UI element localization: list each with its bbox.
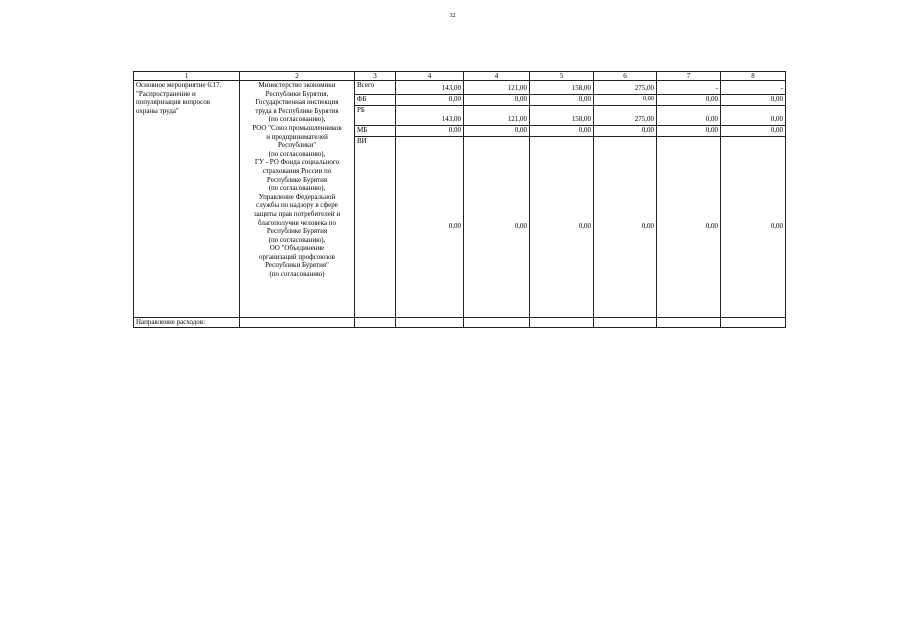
value-cell: 158,00: [530, 106, 594, 126]
value-cell: 0,00: [464, 137, 530, 318]
value-cell: 0,00: [721, 137, 786, 318]
executor-line: (по согласованию),: [268, 235, 326, 244]
value-cell: 0,00: [396, 126, 464, 137]
source-cell: Всего: [355, 81, 396, 95]
source-cell: РБ: [355, 106, 396, 126]
header-cell: 5: [530, 72, 594, 81]
header-row: [134, 72, 786, 81]
executor-line: Министерство экономики: [258, 81, 336, 89]
budget-table: [133, 71, 786, 328]
executor-line: (по согласованию): [269, 270, 325, 279]
empty-cell: [594, 318, 657, 328]
executor-line: защиты прав потребителей и: [253, 209, 341, 218]
executor-line: Республики Бурятия": [265, 261, 329, 270]
executor-line: (по согласованию),: [268, 149, 326, 158]
executor-line: Республики": [278, 141, 316, 150]
executor-line: ГУ - РО Фонда социального: [254, 158, 340, 167]
source-cell: ВИ: [355, 137, 396, 318]
value-cell: -: [657, 81, 721, 95]
value-cell: 121,00: [464, 81, 530, 95]
header-cell: 6: [594, 72, 657, 81]
activity-title-line: охраны труда": [136, 106, 179, 115]
executors-cell: [240, 81, 355, 318]
value-cell: 143,00: [396, 81, 464, 95]
executor-line: организаций профсоюзов: [259, 252, 335, 261]
header-cell: 4: [464, 72, 530, 81]
executor-line: страхования России по: [262, 166, 332, 175]
value-cell: 0,00: [721, 95, 786, 106]
executor-line: Управление Федеральной: [258, 192, 336, 201]
value-cell: 0,00: [721, 126, 786, 137]
value-cell: 0,00: [396, 137, 464, 318]
executor-line: Республики Бурятия,: [265, 89, 329, 98]
activity-title-line: популяризация вопросов: [136, 98, 211, 107]
empty-cell: [396, 318, 464, 328]
header-cell: 2: [240, 72, 355, 81]
value-cell: 121,00: [464, 106, 530, 126]
header-cell: 7: [657, 72, 721, 81]
value-cell: 0,00: [594, 137, 657, 318]
value-cell: 0,00: [396, 95, 464, 106]
value-cell: 0,00: [594, 95, 657, 106]
header-cell: 3: [355, 72, 396, 81]
executor-line: ОО "Объединение: [269, 244, 325, 253]
source-cell: ФБ: [355, 95, 396, 106]
value-cell: 0,00: [464, 126, 530, 137]
activity-title-cell: [134, 81, 240, 318]
executor-line: труда в Республике Бурятия: [255, 106, 339, 115]
value-cell: 275,00: [594, 106, 657, 126]
value-cell: 158,00: [530, 81, 594, 95]
value-cell: 0,00: [657, 137, 721, 318]
value-cell: 0,00: [530, 137, 594, 318]
executor-line: (по согласованию),: [268, 184, 326, 193]
executor-line: (по согласованию),: [268, 115, 326, 124]
empty-cell: [240, 318, 355, 328]
value-cell: 0,00: [464, 95, 530, 106]
source-cell: МБ: [355, 126, 396, 137]
header-cell: 8: [721, 72, 786, 81]
value-cell: 0,00: [657, 95, 721, 106]
executor-line: Республике Бурятия: [266, 175, 328, 184]
executor-line: благополучия человека по: [258, 218, 336, 227]
empty-cell: [530, 318, 594, 328]
empty-cell: [355, 318, 396, 328]
value-cell: 0,00: [657, 106, 721, 126]
expense-direction-label: Направление расходов:: [134, 318, 240, 328]
value-cell: 0,00: [594, 126, 657, 137]
footer-row: [134, 318, 786, 328]
value-cell: 0,00: [530, 126, 594, 137]
executor-line: Государственная инспекция: [255, 98, 339, 107]
value-cell: 143,00: [396, 106, 464, 126]
header-cell: 1: [134, 72, 240, 81]
header-cell: 4: [396, 72, 464, 81]
empty-cell: [657, 318, 721, 328]
activity-title-line: "Распространение и: [136, 89, 196, 98]
executor-line: РОО "Союз промышленников: [252, 123, 342, 132]
table-row: [134, 81, 786, 95]
executor-line: службы по надзору в сфере: [256, 201, 338, 210]
executor-line: и предпринимателей: [266, 132, 328, 141]
value-cell: 0,00: [721, 106, 786, 126]
empty-cell: [721, 318, 786, 328]
executor-line: Республике Бурятия: [266, 227, 328, 236]
value-cell: -: [721, 81, 786, 95]
empty-cell: [464, 318, 530, 328]
value-cell: 0,00: [657, 126, 721, 137]
value-cell: 275,00: [594, 81, 657, 95]
activity-title-line: Основное мероприятие 6.17.: [136, 81, 222, 89]
page-number: 32: [449, 13, 456, 19]
value-cell: 0,00: [530, 95, 594, 106]
